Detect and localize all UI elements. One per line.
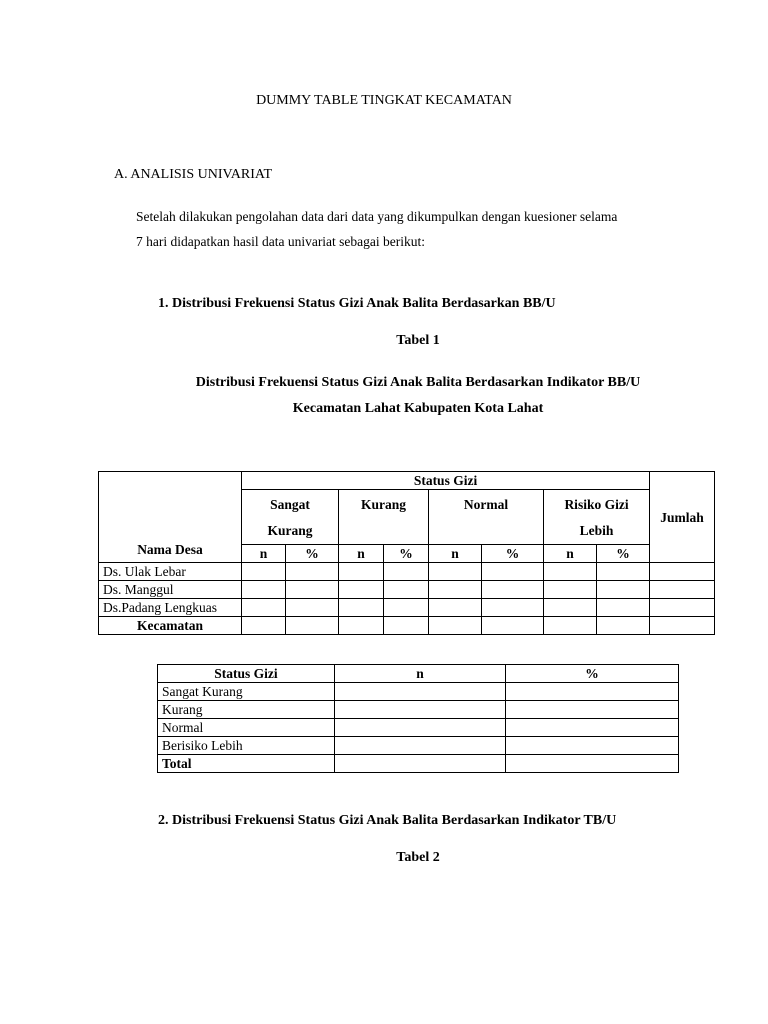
empty-cell (339, 563, 384, 581)
empty-cell (506, 683, 679, 701)
header-n: n (339, 545, 384, 563)
header-risiko-gizi-lebih (544, 490, 650, 545)
empty-cell (286, 581, 339, 599)
empty-cell (286, 563, 339, 581)
header-pct: % (384, 545, 429, 563)
empty-cell (544, 599, 597, 617)
empty-cell (384, 581, 429, 599)
table-row (99, 563, 715, 581)
empty-cell (597, 563, 650, 581)
row-label: Kurang (158, 701, 335, 719)
header-status-gizi: Status Gizi (242, 472, 650, 490)
header-jumlah: Jumlah (650, 472, 715, 563)
table-1 (98, 471, 715, 635)
table-1-label: Tabel 1 (396, 333, 440, 348)
header-kurang: Kurang (339, 490, 429, 545)
header-pct: % (597, 545, 650, 563)
empty-cell (286, 599, 339, 617)
row-label: Normal (158, 719, 335, 737)
header-risiko-gizi-line1: Risiko Gizi (564, 497, 629, 512)
header-normal: Normal (429, 490, 544, 545)
table-row-total (158, 755, 679, 773)
table-row (158, 719, 679, 737)
empty-cell (429, 617, 482, 635)
empty-cell (339, 599, 384, 617)
row-label: Ds.Padang Lengkuas (99, 599, 242, 617)
header-sangat-kurang-line2: Kurang (267, 523, 313, 538)
subsection-2-heading: 2. Distribusi Frekuensi Status Gizi Anak Balita Berdasarkan Indikator TB/U (158, 813, 617, 828)
table-row (158, 683, 679, 701)
empty-cell (597, 599, 650, 617)
empty-cell (286, 617, 339, 635)
empty-cell (242, 617, 286, 635)
table-row (158, 737, 679, 755)
header-pct: % (506, 665, 679, 683)
table-1-caption (0, 370, 768, 422)
empty-cell (650, 581, 715, 599)
empty-cell (597, 617, 650, 635)
header-n: n (429, 545, 482, 563)
table-1-caption-line-1: Distribusi Frekuensi Status Gizi Anak Balita Berdasarkan Indikator BB/U (195, 375, 641, 390)
empty-cell (506, 719, 679, 737)
subsection-1-heading: 1. Distribusi Frekuensi Status Gizi Anak Balita Berdasarkan BB/U (158, 296, 556, 311)
empty-cell (506, 737, 679, 755)
intro-line-1: Setelah dilakukan pengolahan data dari data yang dikumpulkan dengan kuesioner selama (136, 209, 618, 224)
header-sangat-kurang-line1: Sangat (270, 497, 310, 512)
empty-cell (650, 617, 715, 635)
header-n: n (335, 665, 506, 683)
empty-cell (544, 581, 597, 599)
empty-cell (384, 617, 429, 635)
header-nama-desa: Nama Desa (99, 472, 242, 563)
empty-cell (335, 683, 506, 701)
row-label: Sangat Kurang (158, 683, 335, 701)
intro-line-2: 7 hari didapatkan hasil data univariat sebagai berikut: (136, 234, 426, 249)
row-label-total: Total (158, 755, 335, 773)
header-status-gizi: Status Gizi (158, 665, 335, 683)
empty-cell (335, 701, 506, 719)
empty-cell (482, 599, 544, 617)
intro-paragraph (136, 204, 696, 254)
header-pct: % (286, 545, 339, 563)
empty-cell (482, 617, 544, 635)
empty-cell (544, 617, 597, 635)
table-summary (157, 664, 679, 773)
empty-cell (335, 737, 506, 755)
empty-cell (429, 599, 482, 617)
table-2-label: Tabel 2 (396, 850, 440, 865)
empty-cell (650, 599, 715, 617)
section-heading: A. ANALISIS UNIVARIAT (114, 167, 273, 182)
empty-cell (339, 617, 384, 635)
empty-cell (429, 581, 482, 599)
table-row (99, 581, 715, 599)
empty-cell (242, 563, 286, 581)
header-n: n (544, 545, 597, 563)
table-row (158, 701, 679, 719)
empty-cell (335, 755, 506, 773)
empty-cell (597, 581, 650, 599)
empty-cell (650, 563, 715, 581)
empty-cell (506, 701, 679, 719)
empty-cell (506, 755, 679, 773)
row-label: Ds. Ulak Lebar (99, 563, 242, 581)
empty-cell (384, 563, 429, 581)
row-label-total: Kecamatan (99, 617, 242, 635)
table-row-total (99, 617, 715, 635)
empty-cell (429, 563, 482, 581)
empty-cell (242, 599, 286, 617)
empty-cell (242, 581, 286, 599)
empty-cell (335, 719, 506, 737)
header-risiko-gizi-line2: Lebih (579, 523, 614, 538)
header-sangat-kurang (242, 490, 339, 545)
table-row (99, 599, 715, 617)
empty-cell (339, 581, 384, 599)
header-n: n (242, 545, 286, 563)
table-1-caption-line-2: Kecamatan Lahat Kabupaten Kota Lahat (292, 401, 544, 416)
row-label: Berisiko Lebih (158, 737, 335, 755)
empty-cell (384, 599, 429, 617)
empty-cell (544, 563, 597, 581)
empty-cell (482, 563, 544, 581)
header-pct: % (482, 545, 544, 563)
row-label: Ds. Manggul (99, 581, 242, 599)
document-title: DUMMY TABLE TINGKAT KECAMATAN (256, 93, 512, 108)
empty-cell (482, 581, 544, 599)
